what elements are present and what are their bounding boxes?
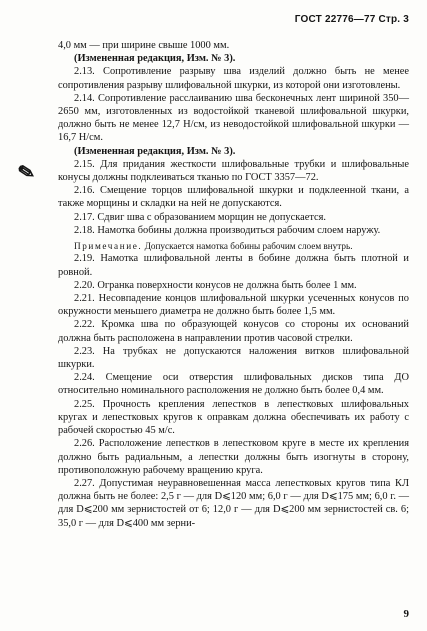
page-number: 9 [403, 608, 409, 620]
paragraph-continuation: 4,0 мм — при ширине свыше 1000 мм. [58, 40, 230, 51]
amendment-note: (Измененная редакция, Изм. № 3). [74, 145, 236, 157]
paragraph-2-13: 2.13. Сопротивление разрыву шва изделий должно быть не менее сопротивления разрыву шлифовальной шкурки, из которой они изготовлены. [58, 66, 409, 91]
note-label: Примечание. [74, 241, 143, 252]
paragraph-2-15: 2.15. Для придания жесткости шлифовальные трубки и шлифовальные конусы должны подклеиваться тканью по ГОСТ 3357—72. [58, 158, 409, 184]
note-text: Допускается намотка бобины рабочим слоем внутрь. [144, 241, 353, 252]
paragraph-2-27: 2.27. Допустимая неуравновешенная масса лепестковых кругов типа КЛ должна быть не более: 2,5 г — для D⩽120 мм; 6,0 г — для D⩽175 мм; 6,0 г. — для D⩽200 мм зернистостей от 6; 12,0 г — для D⩽200 мм зернистостей св. 6; 35,0 г — для D⩽400 мм зерни- [58, 477, 409, 529]
paragraph-2-26: 2.26. Расположение лепестков в лепестковом круге в месте их крепления должно быть радиальным, а лепестки должны быть изогнуты в сторону, противоположную рабочему вращению круга. [58, 438, 409, 476]
paragraph-2-21: 2.21. Несовпадение концов шлифовальной шкурки усеченных конусов по окружности меньшего диаметра не должно быть более 1,5 мм. [58, 293, 409, 318]
margin-mark: ✎ [16, 160, 37, 186]
paragraph-2-25: 2.25. Прочность крепления лепестков в лепестковых шлифовальных кругах и лепестковых кругов к оправкам должна обеспечивать их работу с рабочей скоростью 45 м/с. [58, 398, 409, 437]
paragraph-2-17: 2.17. Сдвиг шва с образованием морщин не допускается. [74, 211, 327, 223]
paragraph-2-20: 2.20. Огранка поверхности конусов не должна быть более 1 мм. [74, 279, 357, 291]
note [58, 240, 409, 252]
amendment-note: (Измененная редакция, Изм. № 3). [74, 53, 236, 65]
paragraph-2-23: 2.23. На трубках не допускаются наложения витков шлифовальной шкурки. [58, 345, 409, 371]
paragraph-2-16: 2.16. Смещение торцов шлифовальной шкурки и подклеенной ткани, а также морщины и складки на ней не допускаются. [58, 185, 409, 210]
page-header: ГОСТ 22776—77 Стр. 3 [294, 14, 409, 25]
paragraph-2-14: 2.14. Сопротивление расслаиванию шва бесконечных лент шириной 350—2650 мм, изготовленных из водостойкой тканевой шлифовальной шкурки, должно быть не менее 12,7 Н/см, из неводостойкой шлифовальной шкурки — 16,7 Н/см. [58, 92, 409, 144]
paragraph-2-24: 2.24. Смещение оси отверстия шлифовальных дисков типа ДО относительно номинального расположения не должно быть более 0,4 мм. [58, 372, 409, 397]
document-body [58, 39, 409, 530]
paragraph-2-19: 2.19. Намотка шлифовальной ленты в бобине должна быть плотной и ровной. [58, 253, 409, 278]
paragraph-2-22: 2.22. Кромка шва по образующей конусов со стороны их оснований должна быть расположена в направлении против часовой стрелки. [58, 319, 409, 344]
paragraph-2-18: 2.18. Намотка бобины должна производиться рабочим слоем наружу. [74, 224, 381, 236]
